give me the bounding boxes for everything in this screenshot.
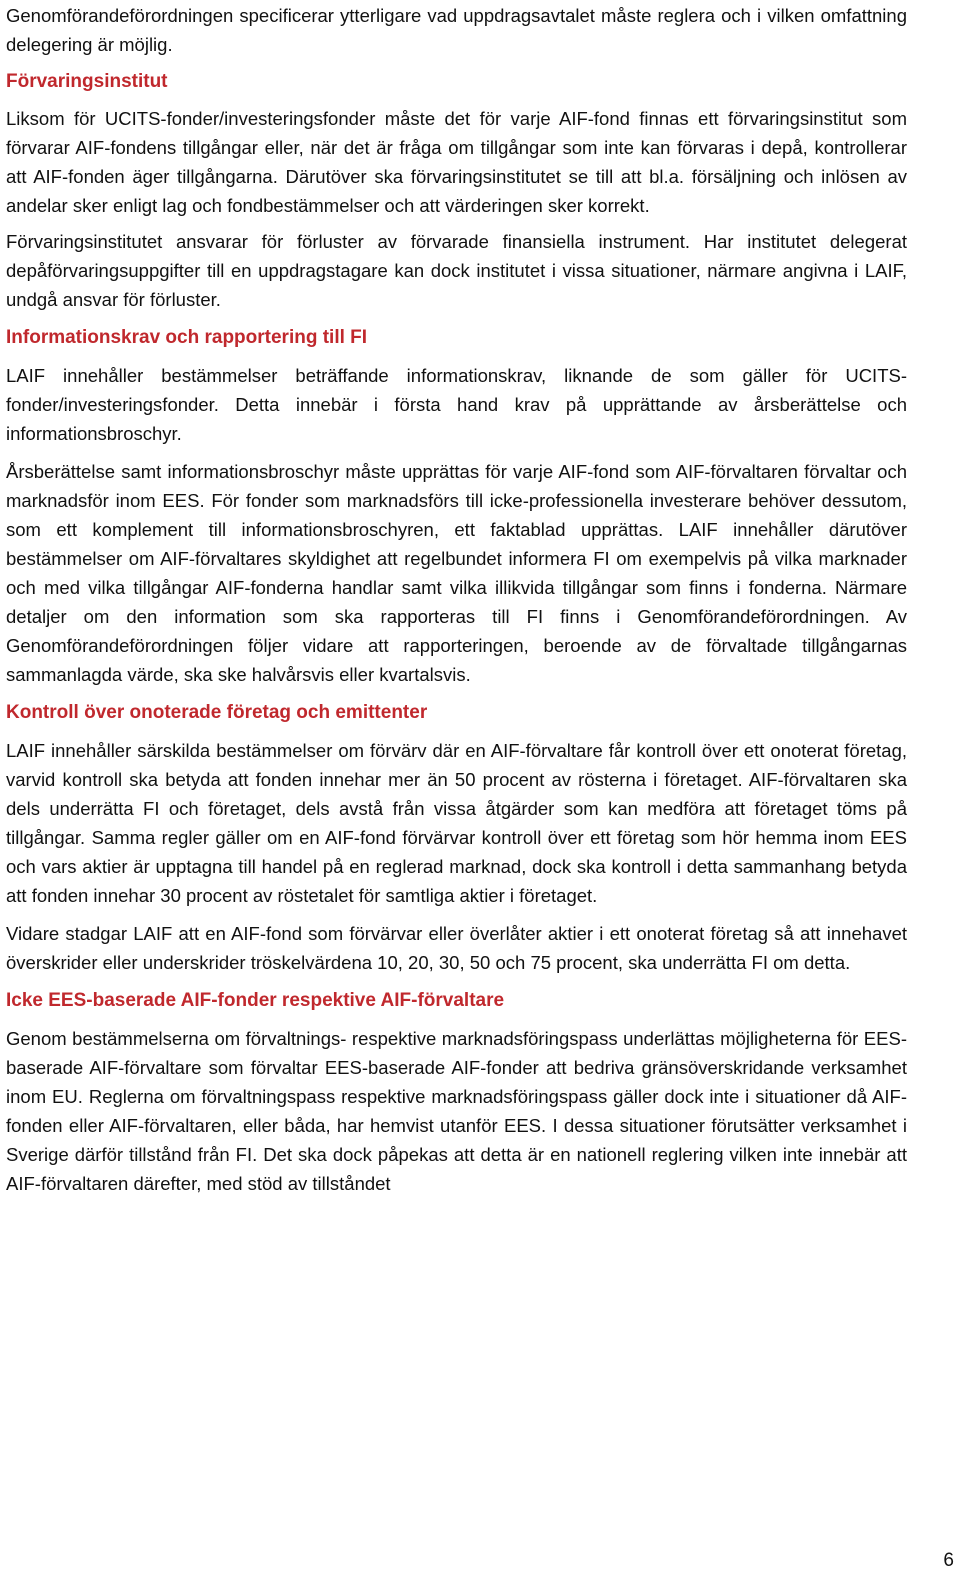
paragraph-kontroll-2: Vidare stadgar LAIF att en AIF-fond som förvärvar eller överlåter aktier i ett onoterat företag så att innehavet överskrider eller underskrider tröskelvärdena 10, 20, 30, 50 och 75 procent, ska underrätta FI om detta. (6, 923, 907, 973)
paragraph-informationskrav-2: Årsberättelse samt informationsbroschyr måste upprättas för varje AIF-fond som AIF-förvaltaren förvaltar och marknadsför inom EES. För fonder som marknadsförs till icke-professionella investerare behöver dessutom, som ett komplement till informationsbroschyren, ett faktablad upprättas. LAIF innehåller därutöver bestämmelser om AIF-förvaltares skyldighet att regelbundet informera FI om exempelvis på vilka marknader och med vilka tillgångar AIF-fonderna handlar samt vilka illikvida tillgångar som finns i fonderna. Närmare detaljer om den information som ska rapporteras till FI finns i Genomförandeförordningen. Av Genomförandeförordningen följer vidare att rapporteringen, beroende av de förvaltade tillgångarnas sammanlagda värde, ska ske halvårsvis eller kvartalsvis. (6, 461, 907, 685)
heading-icke-ees: Icke EES-baserade AIF-fonder respektive AIF-förvaltare (6, 990, 505, 1011)
paragraph-forvaringsinstitut-1: Liksom för UCITS-fonder/investeringsfonder måste det för varje AIF-fond finnas ett förvaringsinstitut som förvarar AIF-fondens tillgångar eller, när det är fråga om tillgångar som inte kan förvaras i depå, kontrollerar att AIF-fonden äger tillgångarna. Därutöver ska förvaringsinstitutet se till att bl.a. försäljning och inlösen av andelar sker enligt lag och fondbestämmelser och att värderingen sker korrekt. (6, 108, 907, 216)
page-number: 6 (943, 1550, 954, 1571)
paragraph-forvaringsinstitut-2: Förvaringsinstitutet ansvarar för förluster av förvarade finansiella instrument. Har institutet delegerat depåförvaringsuppgifter till en uppdragstagare kan dock institutet i vissa situationer, närmare angivna i LAIF, undgå ansvar för förluster. (6, 231, 907, 310)
heading-informationskrav: Informationskrav och rapportering till FI (6, 327, 368, 348)
intro-paragraph: Genomförandeförordningen specificerar ytterligare vad uppdragsavtalet måste reglera och i vilken omfattning delegering är möjlig. (6, 5, 907, 55)
paragraph-kontroll-1: LAIF innehåller särskilda bestämmelser om förvärv där en AIF-förvaltare får kontroll över ett onoterat företag, varvid kontroll ska betyda att fonden innehar mer än 50 procent av rösterna i företaget. AIF-förvaltaren ska dels underrätta FI och företaget, dels avstå från vissa åtgärder som kan medföra att företaget töms på tillgångar. Samma regler gäller om en AIF-fond förvärvar kontroll över ett företag som hör hemma inom EES och vars aktier är upptagna till handel på en reglerad marknad, dock ska kontroll i detta sammanhang betyda att fonden innehar 30 procent av röstetalet för samtliga aktier i företaget. (6, 740, 907, 906)
document-page (6, 0, 907, 1198)
heading-forvaringsinstitut: Förvaringsinstitut (6, 71, 168, 92)
paragraph-informationskrav-1: LAIF innehåller bestämmelser beträffande informationskrav, liknande de som gäller för UCITS-fonder/investeringsfonder. Detta innebär i första hand krav på upprättande av årsberättelse och informationsbroschyr. (6, 365, 907, 444)
paragraph-icke-ees-1: Genom bestämmelserna om förvaltnings- respektive marknadsföringspass underlättas möjligheterna för EES-baserade AIF-förvaltare som förvaltar EES-baserade AIF-fonder att bedriva gränsöverskridande verksamhet inom EU. Reglerna om förvaltningspass respektive marknadsföringspass gäller dock inte i situationer då AIF-fonden eller AIF-förvaltaren, eller båda, har hemvist utanför EES. I dessa situationer förutsätter verksamhet i Sverige därför tillstånd från FI. Det ska dock påpekas att detta är en nationell reglering vilken inte innebär att AIF-förvaltaren därefter, med stöd av tillståndet (6, 1028, 907, 1194)
heading-kontroll: Kontroll över onoterade företag och emittenter (6, 702, 428, 723)
